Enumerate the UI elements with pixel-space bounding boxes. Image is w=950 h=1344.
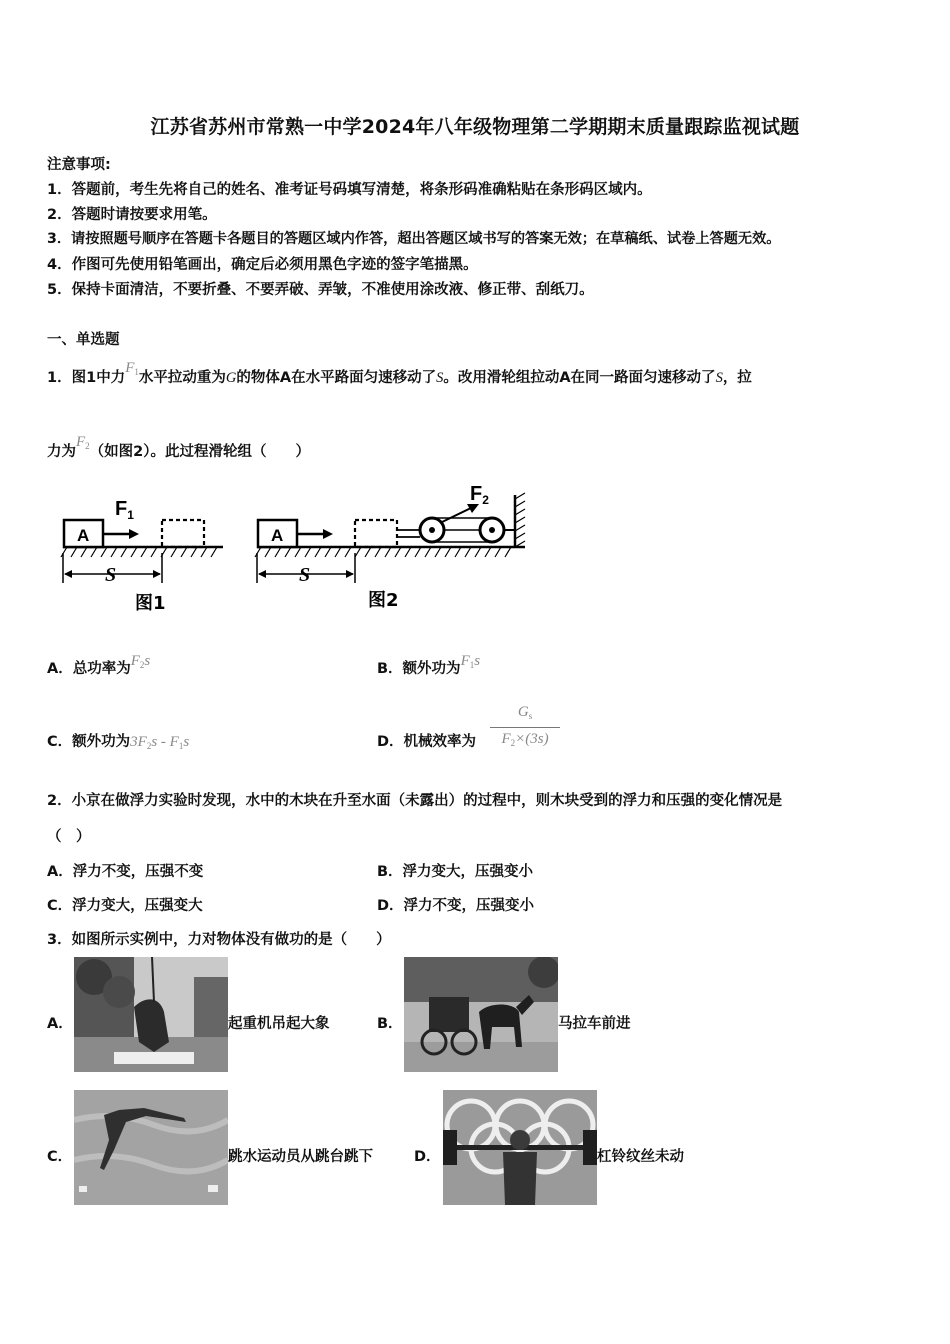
q2-paren: （ ） — [47, 829, 91, 845]
q2-option-a[interactable]: A．浮力不变，压强不变 — [47, 864, 204, 880]
force-label-f1: $F_1$ — [115, 498, 134, 522]
block-a-label-fig2: A — [271, 526, 284, 545]
horse-carriage-photo — [404, 957, 558, 1072]
pulley-figure — [55, 485, 535, 615]
block-dashed-fig1 — [162, 520, 204, 547]
notice-heading: 注意事项: — [47, 157, 111, 173]
q1-stem-line1: 1．图1中力$F_1$水平拉动重为G的物体A在水平路面匀速移动了S。改用滑轮组拉动A在同一路面匀速移动了S，拉 — [47, 360, 752, 386]
block-dashed-fig2 — [355, 520, 397, 547]
page-title: 江苏省苏州市常熟一中学2024年八年级物理第二学期期末质量跟踪监视试题 — [150, 116, 800, 138]
figure-1 — [61, 498, 223, 614]
elephant-crane-photo — [74, 957, 228, 1072]
q3-option-a-text[interactable]: 起重机吊起大象 — [228, 1016, 330, 1032]
q1-stem-line2: 力为$F_2$（如图2）。此过程滑轮组（ ） — [47, 434, 311, 460]
q2-stem: 2．小京在做浮力实验时发现，水中的木块在升至水面（未露出）的过程中，则木块受到的浮力和压强的变化情况是 — [47, 793, 783, 809]
q1-option-b[interactable]: B．额外功为$F_1s$ — [377, 653, 481, 677]
notice-item-1: 1．答题前，考生先将自己的姓名、准考证号码填写清楚，将条形码准确粘贴在条形码区域内。 — [47, 182, 652, 198]
q3-option-d-letter[interactable]: D． — [414, 1149, 441, 1165]
q3-option-a-letter[interactable]: A． — [47, 1016, 73, 1032]
figure-caption-2: 图2 — [368, 590, 399, 611]
block-a-label-fig1: A — [77, 526, 90, 545]
q3-option-b-letter[interactable]: B． — [377, 1016, 403, 1032]
notice-item-5: 5．保持卡面清洁，不要折叠、不要弄破、弄皱，不准使用涂改液、修正带、刮纸刀。 — [47, 282, 594, 298]
q3-stem: 3．如图所示实例中，力对物体没有做功的是（ ） — [47, 932, 391, 948]
notice-item-2: 2．答题时请按要求用笔。 — [47, 207, 217, 223]
distance-label-fig2: S — [299, 564, 311, 586]
notice-item-3: 3．请按照题号顺序在答题卡各题目的答题区域内作答，超出答题区域书写的答案无效；在草稿纸、试卷上答题无效。 — [47, 231, 781, 247]
q1-option-a[interactable]: A．总功率为$F_2s$ — [47, 653, 151, 677]
q2-option-d[interactable]: D．浮力不变，压强变小 — [377, 898, 535, 914]
q3-option-c-text[interactable]: 跳水运动员从跳台跳下 — [228, 1149, 373, 1165]
q1-option-d[interactable]: D．机械效率为 — [377, 734, 477, 750]
f2-symbol: $F_2$ — [76, 434, 90, 451]
q1-option-c[interactable]: C．额外功为$3F_2s - F_1s$ — [47, 734, 190, 751]
f1-symbol: $F_1$ — [125, 360, 139, 377]
force-label-f2: $F_2$ — [470, 485, 489, 507]
q2-option-c[interactable]: C．浮力变大，压强变大 — [47, 898, 203, 914]
distance-label-fig1: S — [105, 564, 117, 586]
weightlifter-photo — [443, 1090, 597, 1205]
figure-caption-1: 图1 — [135, 593, 166, 614]
q3-option-c-letter[interactable]: C． — [47, 1149, 73, 1165]
figure-2 — [255, 485, 525, 611]
q2-option-b[interactable]: B．浮力变大，压强变小 — [377, 864, 534, 880]
q3-option-d-text[interactable]: 杠铃纹丝未动 — [597, 1149, 684, 1165]
q3-option-b-text[interactable]: 马拉车前进 — [558, 1016, 631, 1032]
notice-item-4: 4．作图可先使用铅笔画出，确定后必须用黑色字迹的签字笔描黑。 — [47, 257, 478, 273]
section-heading: 一、单选题 — [47, 332, 120, 348]
q1-option-d-fraction: $G_s$ $F_2\times(3s)$ — [490, 703, 560, 752]
diver-photo — [74, 1090, 228, 1205]
